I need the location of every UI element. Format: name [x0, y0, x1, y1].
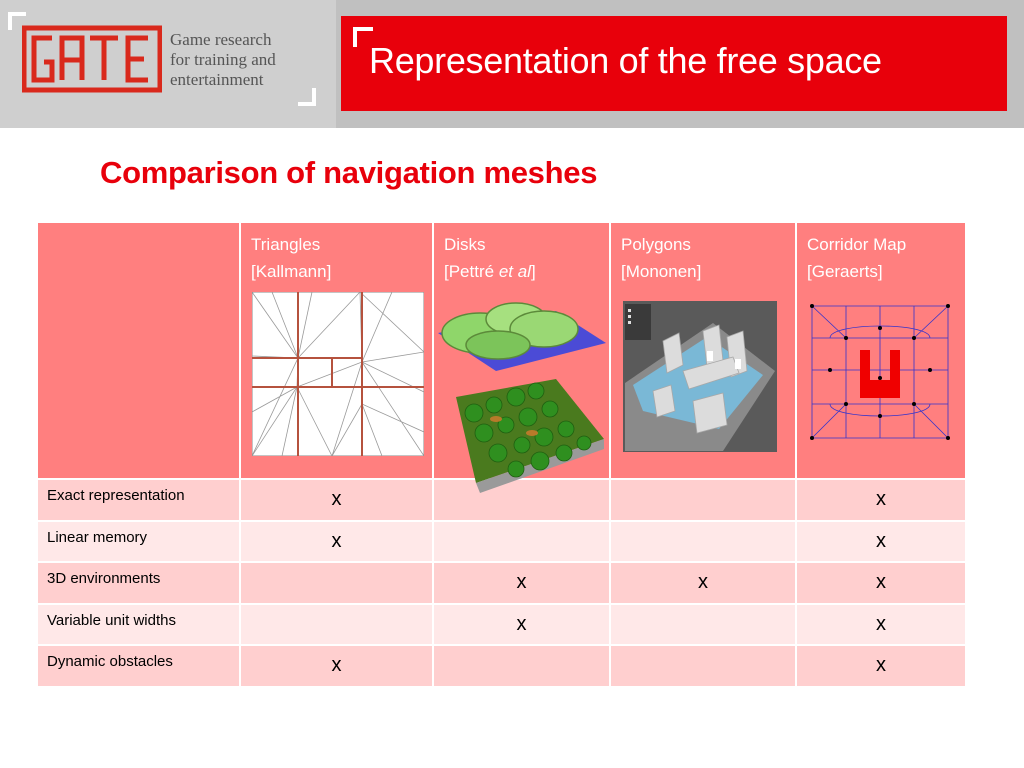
column-ref — [444, 258, 599, 285]
table-row — [37, 604, 966, 646]
ref-italic: et al — [498, 262, 531, 281]
polygon-navmesh-image — [623, 301, 777, 452]
column-ref: [Kallmann] — [251, 262, 332, 281]
cell-mark: x — [796, 645, 966, 687]
table-row — [37, 521, 966, 563]
logo-tagline-line: entertainment — [170, 70, 264, 89]
cell-mark — [433, 645, 610, 687]
row-label: Dynamic obstacles — [37, 645, 240, 687]
cell-mark: x — [240, 479, 433, 521]
title-banner — [341, 16, 1007, 111]
row-label: Exact representation — [37, 479, 240, 521]
cell-mark: x — [796, 479, 966, 521]
cell-mark — [610, 645, 796, 687]
column-name: Triangles — [251, 235, 321, 254]
triangle-mesh-image — [252, 292, 424, 456]
corridor-map-image — [806, 298, 954, 444]
cell-mark: x — [240, 521, 433, 563]
row-label: Linear memory — [37, 521, 240, 563]
ref-prefix: [Pettré — [444, 262, 499, 281]
cell-mark — [610, 479, 796, 521]
column-name: Disks — [444, 235, 486, 254]
table-row — [37, 562, 966, 604]
cell-mark — [240, 562, 433, 604]
gate-logo — [22, 24, 162, 94]
cell-mark: x — [433, 562, 610, 604]
cell-mark: x — [240, 645, 433, 687]
disk-mesh-image — [436, 287, 608, 497]
row-label: 3D environments — [37, 562, 240, 604]
cell-mark — [610, 604, 796, 646]
logo-tagline — [170, 30, 276, 90]
slide-subtitle: Comparison of navigation meshes — [100, 155, 598, 190]
column-name: Polygons — [621, 235, 691, 254]
logo-tagline-line: Game research — [170, 30, 272, 49]
cell-mark: x — [610, 562, 796, 604]
slide-title: Representation of the free space — [369, 40, 882, 81]
corner-bracket-icon — [298, 88, 316, 106]
table-row — [37, 645, 966, 687]
header-empty-cell — [37, 222, 240, 479]
ref-suffix: ] — [530, 262, 536, 281]
cell-mark — [433, 521, 610, 563]
row-label: Variable unit widths — [37, 604, 240, 646]
cell-mark — [610, 521, 796, 563]
column-ref: [Mononen] — [621, 262, 702, 281]
logo-tagline-line: for training and — [170, 50, 276, 69]
cell-mark: x — [796, 604, 966, 646]
column-name: Corridor Map — [807, 235, 907, 254]
cell-mark: x — [796, 562, 966, 604]
cell-mark: x — [796, 521, 966, 563]
column-ref: [Geraerts] — [807, 262, 883, 281]
cell-mark: x — [433, 604, 610, 646]
gate-logo-panel — [0, 0, 336, 128]
cell-mark — [240, 604, 433, 646]
